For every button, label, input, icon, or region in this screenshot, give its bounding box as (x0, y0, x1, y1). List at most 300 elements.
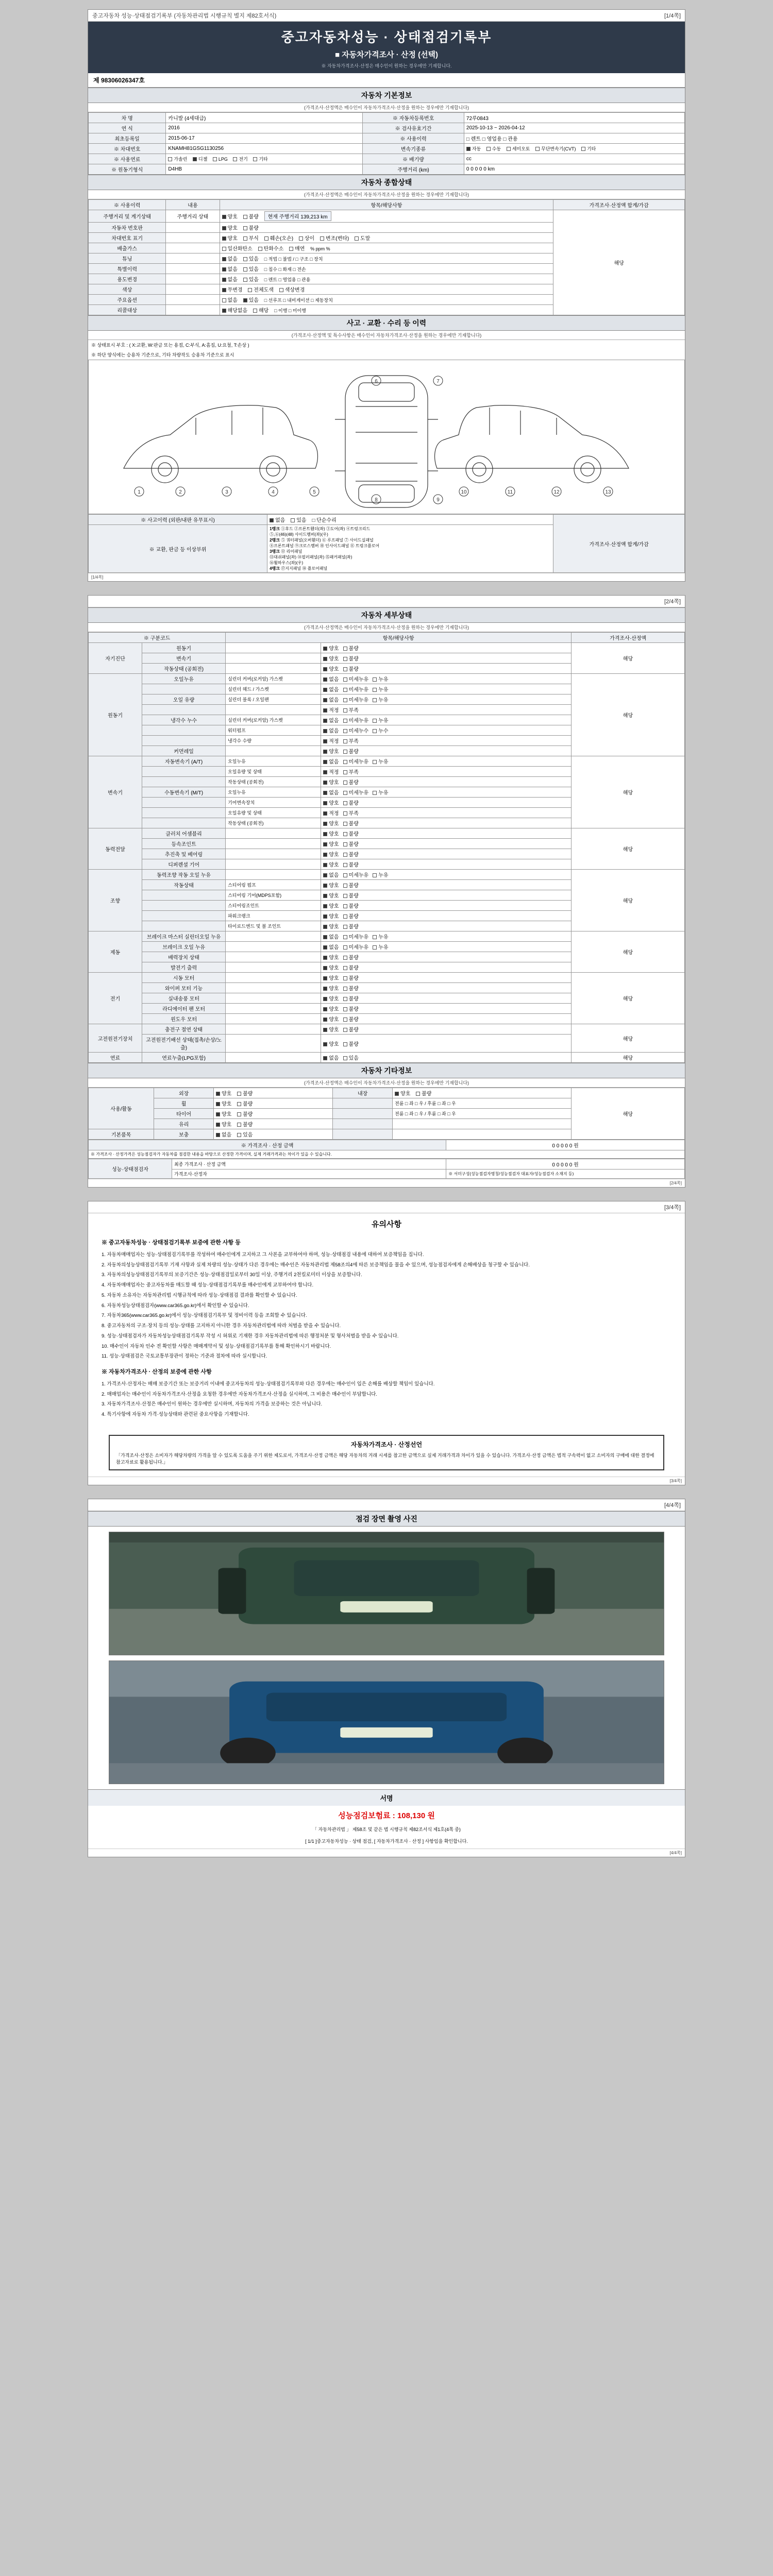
emission-values: % ppm % (310, 246, 330, 251)
section5-price: 해당 (572, 1088, 685, 1140)
detail-subitem: 기어변속장치 (226, 798, 321, 808)
detail-subitem (226, 839, 321, 849)
checkbox-0-0-0[interactable] (323, 647, 327, 651)
detail-subitem: 실린더 커버(로커암) 가스켓 (226, 674, 321, 684)
opt-1: 불량 (243, 1112, 253, 1117)
detail-options (321, 973, 572, 983)
checkbox-2-5-0[interactable] (323, 811, 327, 816)
checkbox-co[interactable] (222, 247, 226, 251)
checkbox-2-0-1[interactable] (343, 760, 347, 764)
checkbox-1-5-0[interactable] (323, 729, 327, 733)
opt-electric: 전기 (239, 157, 248, 162)
option-label: 양호 (329, 749, 339, 755)
checkbox-color-changed[interactable] (279, 288, 283, 292)
other-opts2 (393, 1119, 572, 1129)
panel-items-7: ⑰지지패널 ⑱ 플로어패널 (281, 566, 328, 571)
option-label: 양호 (329, 656, 339, 662)
option-label: 양호 (329, 1027, 339, 1033)
checkbox-2-0-2[interactable] (373, 760, 377, 764)
checkbox-wheel-bad[interactable] (237, 1102, 241, 1106)
option-label: 양호 (329, 976, 339, 981)
checkbox-electric[interactable] (233, 157, 237, 161)
checkbox-5-3-0[interactable] (323, 966, 327, 970)
final-price-table (88, 1159, 685, 1179)
opt-diesel: 디젤 (198, 157, 208, 162)
cond-cat: 색상 (89, 284, 166, 295)
detail-subitem: 냉각수 수량 (226, 736, 321, 746)
svg-text:6: 6 (375, 379, 378, 384)
sheet2-footer (88, 1179, 685, 1187)
sheet4-footer (88, 1849, 685, 1857)
checkbox-1-4-1[interactable] (343, 719, 347, 723)
checkbox-vin-corrosion[interactable] (243, 236, 247, 241)
inspection-fee-label: 성능점검보험료 : (338, 1811, 395, 1820)
checkbox-5-0-2[interactable] (373, 935, 377, 939)
checkbox-manual[interactable] (486, 147, 491, 151)
col-header-1: 내용 (166, 200, 220, 210)
checkbox-color-unchanged[interactable] (222, 288, 226, 292)
usechange-detail: □ 렌트 □ 영업용 □ 관용 (264, 277, 311, 282)
checkbox-cvt[interactable] (535, 147, 540, 151)
detail-options (321, 798, 572, 808)
checkbox-accident-yes[interactable] (291, 518, 295, 522)
detail-subitem: 실린더 헤드 / 가스켓 (226, 684, 321, 694)
opt-1: 있음 (248, 277, 259, 283)
detail-item: 연료누출(LPG포함) (142, 1053, 226, 1063)
option-label: 양호 (329, 955, 339, 961)
checkbox-3-1-0[interactable] (323, 842, 327, 846)
option-label: 적정 (329, 770, 339, 775)
detail-options (321, 653, 572, 664)
checkbox-usechange-yes[interactable] (243, 278, 247, 282)
detail-options (321, 859, 572, 870)
opt-semiauto: 세미오토 (512, 146, 530, 151)
checkbox-tire-good[interactable] (216, 1112, 220, 1116)
svg-text:4: 4 (272, 489, 275, 495)
other-opts2: 전륜 □ 좌 □ 우 / 후륜 □ 좌 □ 우 (393, 1109, 572, 1119)
checkbox-vin-damage[interactable] (264, 236, 268, 241)
checkbox-2-2-1[interactable] (343, 781, 347, 785)
checkbox-4-0-2[interactable] (373, 873, 377, 877)
checkbox-4-2-1[interactable] (343, 894, 347, 898)
checkbox-4-1-1[interactable] (343, 884, 347, 888)
panel-rank-3 (270, 543, 551, 549)
checkbox-hc[interactable] (258, 247, 262, 251)
detail-item (142, 736, 226, 746)
panel-rank-6 (270, 560, 551, 566)
checkbox-4-3-0[interactable] (323, 904, 327, 908)
checkbox-1-2-2[interactable] (373, 698, 377, 702)
notice-item-7: 8. 중고자동차의 구조·장치 등의 성능·상태를 고지하지 아니한 경우 자동차관리법에 따라 처벌을 받을 수 있습니다. (102, 1323, 341, 1329)
detail-item (142, 818, 226, 828)
other-opts2 (393, 1088, 572, 1098)
sheet1-topline (88, 10, 685, 22)
checkbox-5-3-1[interactable] (343, 966, 347, 970)
row-value: 2015-06-17 (166, 133, 363, 144)
table-row (89, 123, 685, 133)
detail-options (321, 736, 572, 746)
checkbox-3-2-1[interactable] (343, 853, 347, 857)
opt-0: 양호 (221, 1101, 232, 1107)
checkbox-1-3-0[interactable] (323, 708, 327, 713)
option-label: 불량 (348, 1017, 359, 1023)
option-label: 없음 (329, 677, 339, 683)
checkbox-ext-bad[interactable] (237, 1092, 241, 1096)
checkbox-7-0-0[interactable] (323, 1028, 327, 1032)
option-label: 누유 (378, 873, 389, 878)
checkbox-semiauto[interactable] (507, 147, 511, 151)
panel-rank-4 (270, 549, 551, 554)
inspection-insurance-fee (88, 1806, 685, 1825)
option-label: 누수 (378, 728, 389, 734)
row-label2: ※ 자동차등록번호 (363, 113, 464, 123)
checkbox-2-6-0[interactable] (323, 822, 327, 826)
checkbox-5-1-1[interactable] (343, 945, 347, 950)
checkbox-4-5-0[interactable] (323, 925, 327, 929)
checkbox-1-2-0[interactable] (323, 698, 327, 702)
checkbox-8-0-1[interactable] (343, 1056, 347, 1060)
checkbox-5-2-0[interactable] (323, 956, 327, 960)
checkbox-5-1-2[interactable] (373, 945, 377, 950)
checkbox-2-4-1[interactable] (343, 801, 347, 805)
checkbox-7-0-1[interactable] (343, 1028, 347, 1032)
checkbox-plate-bad[interactable] (243, 226, 247, 230)
checkbox-4-2-0[interactable] (323, 894, 327, 898)
detail-item: 클러치 어셈블리 (142, 828, 226, 839)
checkbox-3-2-0[interactable] (323, 853, 327, 857)
table-row (89, 1053, 685, 1063)
table-row (89, 154, 685, 164)
checkbox-recall-na[interactable] (222, 309, 226, 313)
checkbox-glass-bad[interactable] (237, 1123, 241, 1127)
checkbox-2-0-0[interactable] (323, 760, 327, 764)
document-title: 중고자동차성능 · 상태점검기록부 (281, 29, 492, 45)
checkbox-7-1-0[interactable] (323, 1042, 327, 1046)
checkbox-mileage-good[interactable] (222, 215, 226, 219)
opt-lpg: LPG (218, 157, 228, 162)
document-subtitle: ■ 자동차가격조사 · 산정 (선택) (334, 50, 439, 59)
detail-item (142, 808, 226, 818)
checkbox-tire-bad[interactable] (237, 1112, 241, 1116)
checkbox-diesel[interactable] (193, 157, 197, 161)
table-row (89, 756, 685, 767)
checkbox-5-0-0[interactable] (323, 935, 327, 939)
checkbox-1-5-2[interactable] (373, 729, 377, 733)
checkbox-1-4-0[interactable] (323, 719, 327, 723)
checkbox-special-none[interactable] (222, 267, 226, 272)
checkbox-1-0-2[interactable] (373, 677, 377, 682)
panel-rank-label-4: 3랭크 (270, 549, 280, 554)
detail-options (321, 674, 572, 684)
checkbox-ext-good[interactable] (216, 1092, 220, 1096)
row-label: 연 식 (89, 123, 166, 133)
sheet2-footer-page: [2/4쪽] (669, 1181, 682, 1185)
checkbox-4-5-1[interactable] (343, 925, 347, 929)
other-opts2 (393, 1129, 572, 1140)
checkbox-mileage-bad[interactable] (243, 215, 247, 219)
opt-trans-etc: 기타 (586, 146, 596, 151)
checkbox-5-0-1[interactable] (343, 935, 347, 939)
checkbox-int-good[interactable] (395, 1092, 399, 1096)
checkbox-0-2-0[interactable] (323, 667, 327, 671)
checkbox-3-0-1[interactable] (343, 832, 347, 836)
checkbox-vin-erased[interactable] (355, 236, 359, 241)
option-label: 미세누유 (348, 945, 369, 951)
checkbox-3-3-1[interactable] (343, 863, 347, 867)
checkbox-6-3-0[interactable] (323, 1007, 327, 1011)
option-label: 불량 (348, 914, 359, 920)
detail-item (142, 890, 226, 901)
other-item2 (333, 1109, 393, 1119)
checkbox-vin-good[interactable] (222, 236, 226, 241)
row-value: D4HB (166, 164, 363, 175)
notice-item-8: 9. 성능·상태점검자가 자동차성능상태점검기록부 작성 시 허위로 기재한 경우 자동차관리법에 따른 행정처분 및 형사처벌을 받을 수 있습니다. (102, 1333, 399, 1339)
checkbox-0-1-1[interactable] (343, 657, 347, 661)
signatory-sub: 가격조사·산정자 (172, 1170, 446, 1179)
checkbox-8-0-0[interactable] (323, 1056, 327, 1060)
option-label: 없음 (329, 687, 339, 693)
row-value: 카니발 (4세대급) (166, 113, 363, 123)
checkbox-6-2-1[interactable] (343, 997, 347, 1001)
row-label: 최초등록일 (89, 133, 166, 144)
checkbox-auto[interactable] (466, 147, 470, 151)
section3-legend: ※ 상태표시 부호 : ( X:교환, W:판금 또는 용접, C:부식, A:흠집, U:요철, T:손상 ) (91, 343, 249, 348)
cond-cat: 튜닝 (89, 253, 166, 264)
opt-1: 불량 (422, 1091, 432, 1097)
checkbox-6-0-1[interactable] (343, 976, 347, 980)
checkbox-smoke[interactable] (289, 247, 293, 251)
checkbox-glass-good[interactable] (216, 1123, 220, 1127)
accident-summary-table (88, 514, 685, 573)
checkbox-color-full[interactable] (248, 288, 252, 292)
notice-item-9: 10. 매수인이 자동차 인수 전 확인할 사항은 매매계약서 및 성능·상태점검기록부를 통해 확인하시기 바랍니다. (102, 1343, 331, 1349)
checkbox-2-3-0[interactable] (323, 791, 327, 795)
checkbox-7-1-1[interactable] (343, 1042, 347, 1046)
checkbox-1-1-2[interactable] (373, 688, 377, 692)
checkbox-2-1-0[interactable] (323, 770, 327, 774)
table-row (89, 113, 685, 123)
checkbox-basic-yes[interactable] (237, 1133, 241, 1137)
panel-title: ※ 교환, 판금 등 이상부위 (89, 525, 267, 573)
checkbox-options-yes[interactable] (243, 298, 247, 302)
checkbox-2-4-0[interactable] (323, 801, 327, 805)
checkbox-6-2-0[interactable] (323, 997, 327, 1001)
checkbox-plate-good[interactable] (222, 226, 226, 230)
checkbox-lpg[interactable] (213, 157, 217, 161)
checkbox-0-0-1[interactable] (343, 647, 347, 651)
cond-detail (220, 223, 553, 233)
detail-item: 커먼레일 (142, 746, 226, 756)
checkbox-4-4-1[interactable] (343, 914, 347, 919)
checkbox-4-4-0[interactable] (323, 914, 327, 919)
checkbox-1-6-1[interactable] (343, 739, 347, 743)
table-row (89, 1150, 685, 1159)
checkbox-3-1-1[interactable] (343, 842, 347, 846)
detail-group-name: 고전원전기장치 (89, 1024, 142, 1053)
col-header-0: ※ 구분코드 (89, 633, 226, 643)
detail-subitem: 작동상태 (공회전) (226, 777, 321, 787)
detail-group-price: 해당 (572, 973, 685, 1024)
section4-subtitle: (가격조사·산정액은 매수인이 자동차가격조사·산정을 원하는 경우에만 기재합니다) (88, 623, 685, 632)
checkbox-gasoline[interactable] (168, 157, 172, 161)
opt-1: 부식 (248, 236, 259, 242)
sheet3-topline (88, 1201, 685, 1213)
checkbox-accident-none[interactable] (270, 518, 274, 522)
checkbox-options-none[interactable] (222, 298, 226, 302)
detail-item: 브레이크 오일 누유 (142, 942, 226, 952)
detail-subitem (226, 931, 321, 942)
checkbox-1-3-1[interactable] (343, 708, 347, 713)
options-detail: □ 선루프 □ 내비게이션 □ 제동장치 (264, 298, 333, 303)
checkbox-vin-diff[interactable] (299, 236, 303, 241)
checkbox-0-1-0[interactable] (323, 657, 327, 661)
detail-options (321, 911, 572, 921)
checkbox-5-1-0[interactable] (323, 945, 327, 950)
checkbox-1-6-0[interactable] (323, 739, 327, 743)
checkbox-1-2-1[interactable] (343, 698, 347, 702)
cond-detail (220, 243, 553, 253)
opt-good: 양호 (227, 226, 238, 231)
checkbox-4-0-0[interactable] (323, 873, 327, 877)
tuning-detail: □ 적법 □ 불법 / □ 구조 □ 장치 (264, 257, 323, 262)
detail-group-price: 해당 (572, 643, 685, 674)
detail-subitem (226, 1014, 321, 1024)
checkbox-1-4-2[interactable] (373, 719, 377, 723)
cond-item (166, 274, 220, 284)
checkbox-vin-altered[interactable] (320, 236, 324, 241)
panel-rank-7 (270, 566, 551, 571)
other-item2 (333, 1119, 393, 1129)
checkbox-6-1-1[interactable] (343, 987, 347, 991)
detail-subitem (226, 983, 321, 993)
checkbox-6-4-1[interactable] (343, 1018, 347, 1022)
checkbox-1-5-1[interactable] (343, 729, 347, 733)
detail-options (321, 1053, 572, 1063)
notice-sub-item-1: 2. 매매업자는 매수인이 자동차가격조사·산정을 요청한 경우에만 자동차가격조사·산정을 실시하며, 그 비용은 매수인이 부담합니다. (102, 1391, 377, 1397)
table-row (89, 133, 685, 144)
checkbox-tuning-yes[interactable] (243, 257, 247, 261)
checkbox-6-0-0[interactable] (323, 976, 327, 980)
sheet4-footer-page: [4/4쪽] (669, 1850, 682, 1855)
page-number-1: [1/4쪽] (664, 13, 681, 19)
checkbox-usechange-none[interactable] (222, 278, 226, 282)
mileage-current: 현재 주행거리 139,213 km (264, 211, 331, 221)
detail-subitem (226, 643, 321, 653)
option-label: 불량 (348, 955, 359, 961)
document-number-value: 98306026347호 (100, 77, 145, 84)
checkbox-1-1-1[interactable] (343, 688, 347, 692)
checkbox-2-3-1[interactable] (343, 791, 347, 795)
option-label: 누유 (378, 759, 389, 765)
option-label: 불량 (348, 965, 359, 971)
svg-text:1: 1 (138, 489, 141, 495)
detail-group-price: 해당 (572, 1053, 685, 1063)
checkbox-special-yes[interactable] (243, 267, 247, 272)
price-total-table (88, 1140, 685, 1159)
checkbox-trans-etc[interactable] (581, 147, 585, 151)
cond-item (166, 253, 220, 264)
price-total-value: 0 0 0 0 0 원 (446, 1140, 685, 1150)
opt-manual: 수동 (492, 146, 501, 151)
detail-group-price: 해당 (572, 931, 685, 973)
option-label: 없음 (329, 728, 339, 734)
checkbox-2-2-0[interactable] (323, 781, 327, 785)
checkbox-1-0-0[interactable] (323, 677, 327, 682)
option-label: 없음 (329, 1056, 339, 1061)
option-label: 양호 (329, 986, 339, 992)
detail-subitem: 스티어링 기어(MDPS포함) (226, 890, 321, 901)
other-opts (213, 1088, 332, 1098)
detail-options (321, 993, 572, 1004)
cond-item: 주행거리 상태 (166, 210, 220, 223)
checkbox-5-2-1[interactable] (343, 956, 347, 960)
checkbox-4-1-0[interactable] (323, 884, 327, 888)
checkbox-4-3-1[interactable] (343, 904, 347, 908)
checkbox-0-2-1[interactable] (343, 667, 347, 671)
detail-options (321, 839, 572, 849)
sheet1-footer (88, 573, 685, 581)
checkbox-6-1-0[interactable] (323, 987, 327, 991)
detail-subitem (226, 849, 321, 859)
opt-auto: 자동 (472, 146, 481, 151)
detail-options (321, 849, 572, 859)
detail-item (142, 901, 226, 911)
checkbox-6-3-1[interactable] (343, 1007, 347, 1011)
option-label: 미세누유 (348, 687, 369, 693)
signatory-label: 성능·상태점검자 (89, 1159, 172, 1179)
detail-options (321, 808, 572, 818)
option-label: 누유 (378, 698, 389, 703)
checkbox-3-3-0[interactable] (323, 863, 327, 867)
checkbox-4-0-1[interactable] (343, 873, 347, 877)
checkbox-2-3-2[interactable] (373, 791, 377, 795)
checkbox-6-4-0[interactable] (323, 1018, 327, 1022)
option-label: 있음 (348, 1056, 359, 1061)
checkbox-2-6-1[interactable] (343, 822, 347, 826)
checkbox-1-7-1[interactable] (343, 750, 347, 754)
option-label: 불량 (348, 976, 359, 981)
checkbox-2-5-1[interactable] (343, 811, 347, 816)
checkbox-1-0-1[interactable] (343, 677, 347, 682)
checkbox-tuning-none[interactable] (222, 257, 226, 261)
cond-detail (220, 305, 553, 315)
checkbox-int-bad[interactable] (416, 1092, 420, 1096)
option-label: 불량 (348, 842, 359, 848)
panel-items-3: ⑧프론트패널 ⑨크로스멤버 ⑩ 인사이드패널 ⑪ 트렁크플로어 (270, 544, 380, 548)
option-label: 불량 (348, 832, 359, 837)
notice-head-1: ※ 중고자동차성능 · 상태점검기록부 보증에 관한 사항 등 (102, 1240, 241, 1246)
checkbox-1-7-0[interactable] (323, 750, 327, 754)
table-row (89, 870, 685, 880)
checkbox-recall-yes[interactable] (253, 309, 257, 313)
table-row (89, 931, 685, 942)
detail-item: 동력조향 작동 오일 누유 (142, 870, 226, 880)
detail-item: 추진축 및 베어링 (142, 849, 226, 859)
cond-item (166, 264, 220, 274)
checkbox-2-1-1[interactable] (343, 770, 347, 774)
detail-subitem: 오일누유 (226, 787, 321, 798)
row-value2: 72루0843 (464, 113, 684, 123)
other-cat: 기본품목 (89, 1129, 154, 1140)
checkbox-wheel-good[interactable] (216, 1102, 220, 1106)
checkbox-1-1-0[interactable] (323, 688, 327, 692)
simple-repair-option[interactable]: □ 단순수리 (312, 518, 337, 523)
cond-detail (220, 233, 553, 243)
checkbox-3-0-0[interactable] (323, 832, 327, 836)
checkbox-basic-none[interactable] (216, 1133, 220, 1137)
checkbox-fuel-etc[interactable] (253, 157, 257, 161)
row-value: KNAMH81GSG1130256 (166, 144, 363, 154)
